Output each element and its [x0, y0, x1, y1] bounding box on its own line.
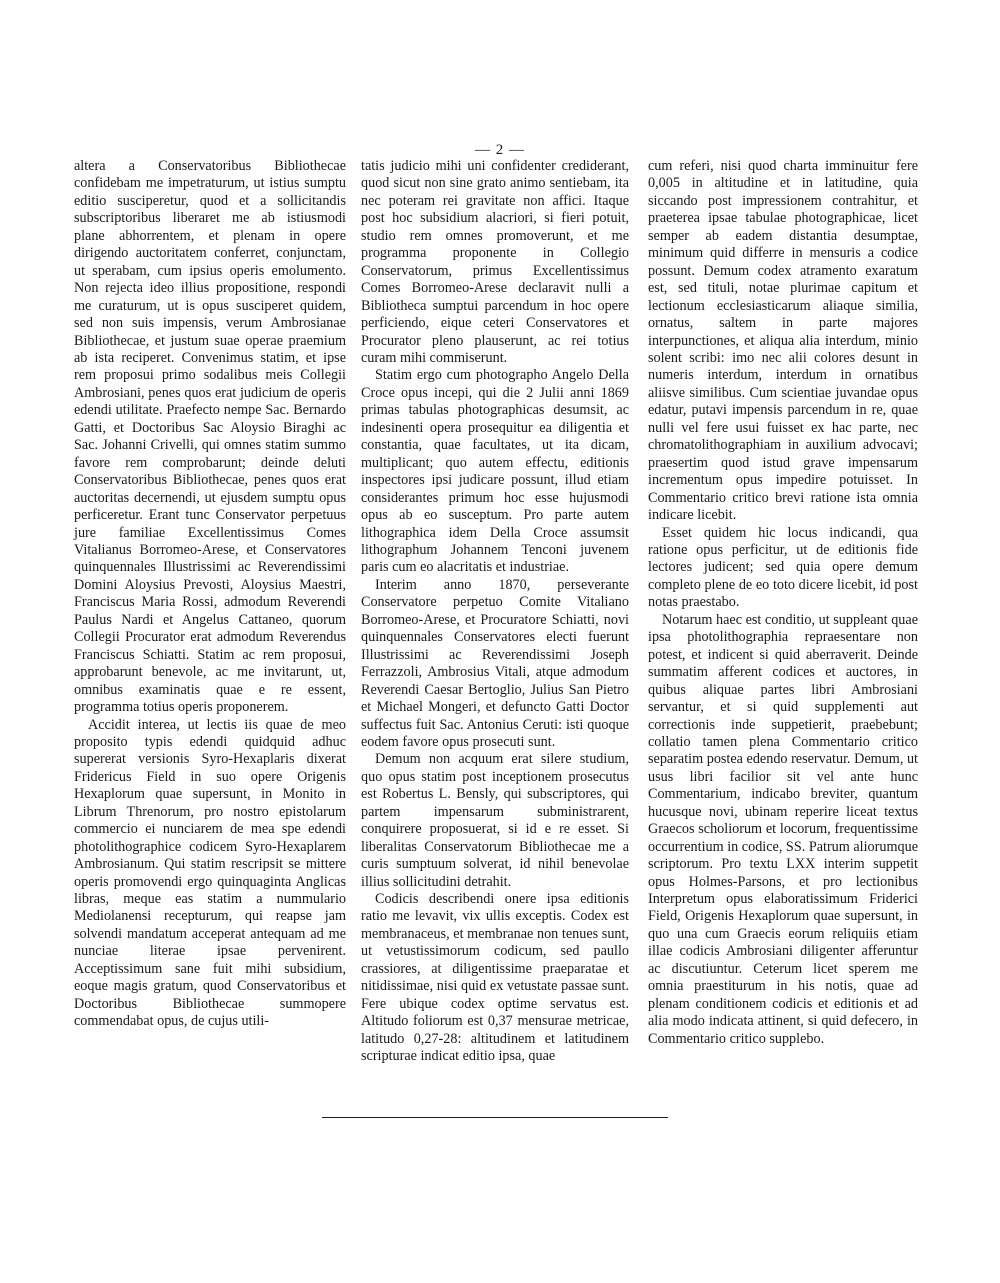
- paragraph: Demum non acquum erat silere studium, quo opus statim post inceptionem prosecutus est Robertus L. Bensly, qui subscriptores, qui partem impensarum subministrarent, conquirere proposuerat, si id e re esset. Si liberalitas Conservatorum Bibliothecae me a curis sumptuum solverat, id nihil benevolae illius sollicitudini detrahit.: [361, 751, 629, 890]
- paragraph: Interim anno 1870, perseverante Conservatore perpetuo Comite Vitaliano Borromeo-Arese, et Procuratore Schiatti, novi quinquennales Conservatores electi fuerunt Illustrissimi ac Reverendissimi Joseph Ferrazzoli, Ambrosius Vitali, atque admodum Reverendi Caesar Bertoglio, Julius San Pietro et Michael Mongeri, et defuncto Gatti Doctor suffectus fuit Sac. Antonius Ceruti: isti quoque eodem favore opus prosecuti sunt.: [361, 576, 629, 750]
- paragraph: cum referi, nisi quod charta imminuitur fere 0,005 in altitudine et in latitudine, quia siccando post impressionem contrahitur, et praeterea ipsae tabulae photographicae, licet semper ab eadem distantia desumptae, minimum quid differre in mensuris a codice possunt. Demum codex atramento exaratum est, sed tituli, notae plurimae capitum et lectionum ecclesiasticarum aliaque similia, ornatus, saltem in parte majores interpunctiones, et aliqua alia interdum, minio solent scribi: imo nec alii colores desunt in numeris interdum, interdum in ornatibus aliisve similibus. Cum scientiae juvandae opus edatur, putavi impensis parcendum in re, quae nulli vel fere usui fuisset ex hac parte, nec chromatolithographiam in auxilium advocavi; praesertim quod istud grave impensarum incrementum opus impedire potuisset. In Commentario critico brevi ratione ista omnia indicare licebit.: [648, 158, 918, 524]
- text-column-left: [74, 158, 346, 1031]
- paragraph: tatis judicio mihi uni confidenter crediderant, quod sicut non sine grato animo sentiebam, ita nec poteram rei gravitate non affici. Itaque post hoc subsidium alacriori, si fieri potuit, studio rem omnes promoverunt, et me programma proponente in Collegio Conservatorum, primus Excellentissimus Comes Borromeo-Arese declaravit nulli a Bibliotheca sumptui parcendum in hoc opere perficiendo, eique ceteri Conservatores et Procurator pleno plauserunt, ac rei totius curam mihi commiserunt.: [361, 158, 629, 366]
- paragraph: altera a Conservatoribus Bibliothecae confidebam me impetraturum, ut istius sumptu editio susciperetur, quod et a sollicitandis subscriptoribus liberaret me ab istiusmodi plane abhorrentem, et plenam in opere dirigendo auctoritatem conferret, conjunctam, ut sperabam, cum ipsius operis emolumento. Non rejecta ideo illius propositione, respondi me curaturum, ut is opus susciperet quidem, sed non suis impensis, verum Ambrosianae Bibliothecae, et justum suae operae praemium ab ista reciperet. Convenimus statim, et ipse rem proposui primo sodalibus meis Collegii Ambrosiani, penes quos erat judicium de operis edendi utilitate. Praefecto nempe Sac. Bernardo Gatti, et Doctoribus Sac Aloysio Biraghi ac Sac. Johanni Crivelli, qui omnes statim summo favore rem comprobarunt; deinde deluti Conservatoribus Bibliothecae, penes quos erat auctoritas decernendi, ut ejusdem sumptu opus perficeretur. Erant tunc Conservator perpetuus jure familiae Excellentissimus Comes Vitalianus Borromeo-Arese, et Conservatores quinquennales Illustrissimi ac Reverendissimi Domini Aloysius Prevosti, Aloysius Maestri, Franciscus Maria Rossi, admodum Reverendi Paulus Nardi et Angelus Cattaneo, quorum Collegii Procurator erat admodum Reverendus Franciscus Schiatti. Statim ac rem proposui, approbarunt benevole, ac me invitarunt, ut, omnibus examinatis quae e re essent, programma totius operis proponerem.: [74, 158, 346, 716]
- paragraph: Esset quidem hic locus indicandi, qua ratione opus perficitur, ut de editionis fide lectores judicent; sed quia opere demum completo plene de eo toto dicere licebit, id post notas praestabo.: [648, 524, 918, 611]
- paragraph: Notarum haec est conditio, ut suppleant quae ipsa photolithographia repraesentare non potest, et indicent si quid aberraverit. Deinde summatim afferent codices et auctores, in quibus aliquae partes libri Ambrosiani servantur, et si quid supplementi aut correctionis inde suppetierit, praebebunt; collatio tamen plena Commentario critico separatim postea edendo reservatur. Demum, ut usus libri facilior sit vel ante hunc Commentarium, indicabo breviter, quantum hucusque novi, ubinam reperire liceat textus Graecos scholiorum et locorum, frequentissime occurrentium in codice, SS. Patrum aliorumque scriptorum. Pro textu LXX interim suppetit opus Holmes-Parsons, et pro lectionibus Interpretum opus elaboratissimum Friderici Field, Origenis Hexaplorum quae supersunt, in quo una cum Graecis eorum reliquiis etiam illae codicis Ambrosiani diligenter afferuntur ac discutiuntur. Ceterum licet sperem me omnia praestiturum in his notis, quae ad plenam conditionem codicis et editionis et ad alia modo indicata attinent, si quid defecero, in Commentario critico supplebo.: [648, 611, 918, 1047]
- paragraph: Codicis describendi onere ipsa editionis ratio me levavit, vix ullis exceptis. Codex est membranaceus, et membranae non tenues sunt, ut vetustissimorum codicum, sed paullo crassiores, at diligentissime praeparatae et nitidissimae, nisi quid ex vetustate passae sunt. Fere ubique codex optime servatus est. Altitudo foliorum est 0,37 mensurae metricae, latitudo 0,27-28: altitudinem et latitudinem scripturae indicat editio ipsa, quae: [361, 891, 629, 1065]
- footer-rule: [322, 1117, 668, 1118]
- page-number: — 2 —: [475, 142, 525, 158]
- text-column-right: [648, 158, 918, 1048]
- text-column-middle: [361, 158, 629, 1066]
- paragraph: Statim ergo cum photographo Angelo Della Croce opus incepi, qui die 2 Julii anni 1869 primas tabulas photographicas desumsit, ac indesinenti opera prosequitur ea diligentia et constantia, quae facultates, ut ita dicam, multiplicant; quo autem effectu, editionis inspectores ipsi judicare possunt, illud etiam considerantes primum hoc esse hujusmodi opus ab eo susceptum. Pro parte autem lithographica idem Della Croce assumsit lithographum Johannem Tenconi juvenem paris cum eo alacritatis et industriae.: [361, 367, 629, 576]
- paragraph: Accidit interea, ut lectis iis quae de meo proposito typis edendi quidquid adhuc supererat versionis Syro-Hexaplaris dixerat Fridericus Field in suo opere Origenis Hexaplorum quae supersunt, in Monito in Librum Threnorum, pro nostro epistolarum commercio ei nunciarem de mea spe edendi photolithographice codicem Syro-Hexaplarem Ambrosianum. Qui statim rescripsit se mittere operis promovendi ergo quinquaginta Anglicas libras, meque eas statim a nummulario Mediolanensi recepturum, qui reapse jam solvendi mandatum acceperat antequam ad me nunciae literae ipsae pervenirent. Acceptissimum sane fuit mihi subsidium, eoque magis gratum, quod Conservatoribus et Doctoribus Bibliothecae summopere commendabat opus, de cujus utili-: [74, 716, 346, 1030]
